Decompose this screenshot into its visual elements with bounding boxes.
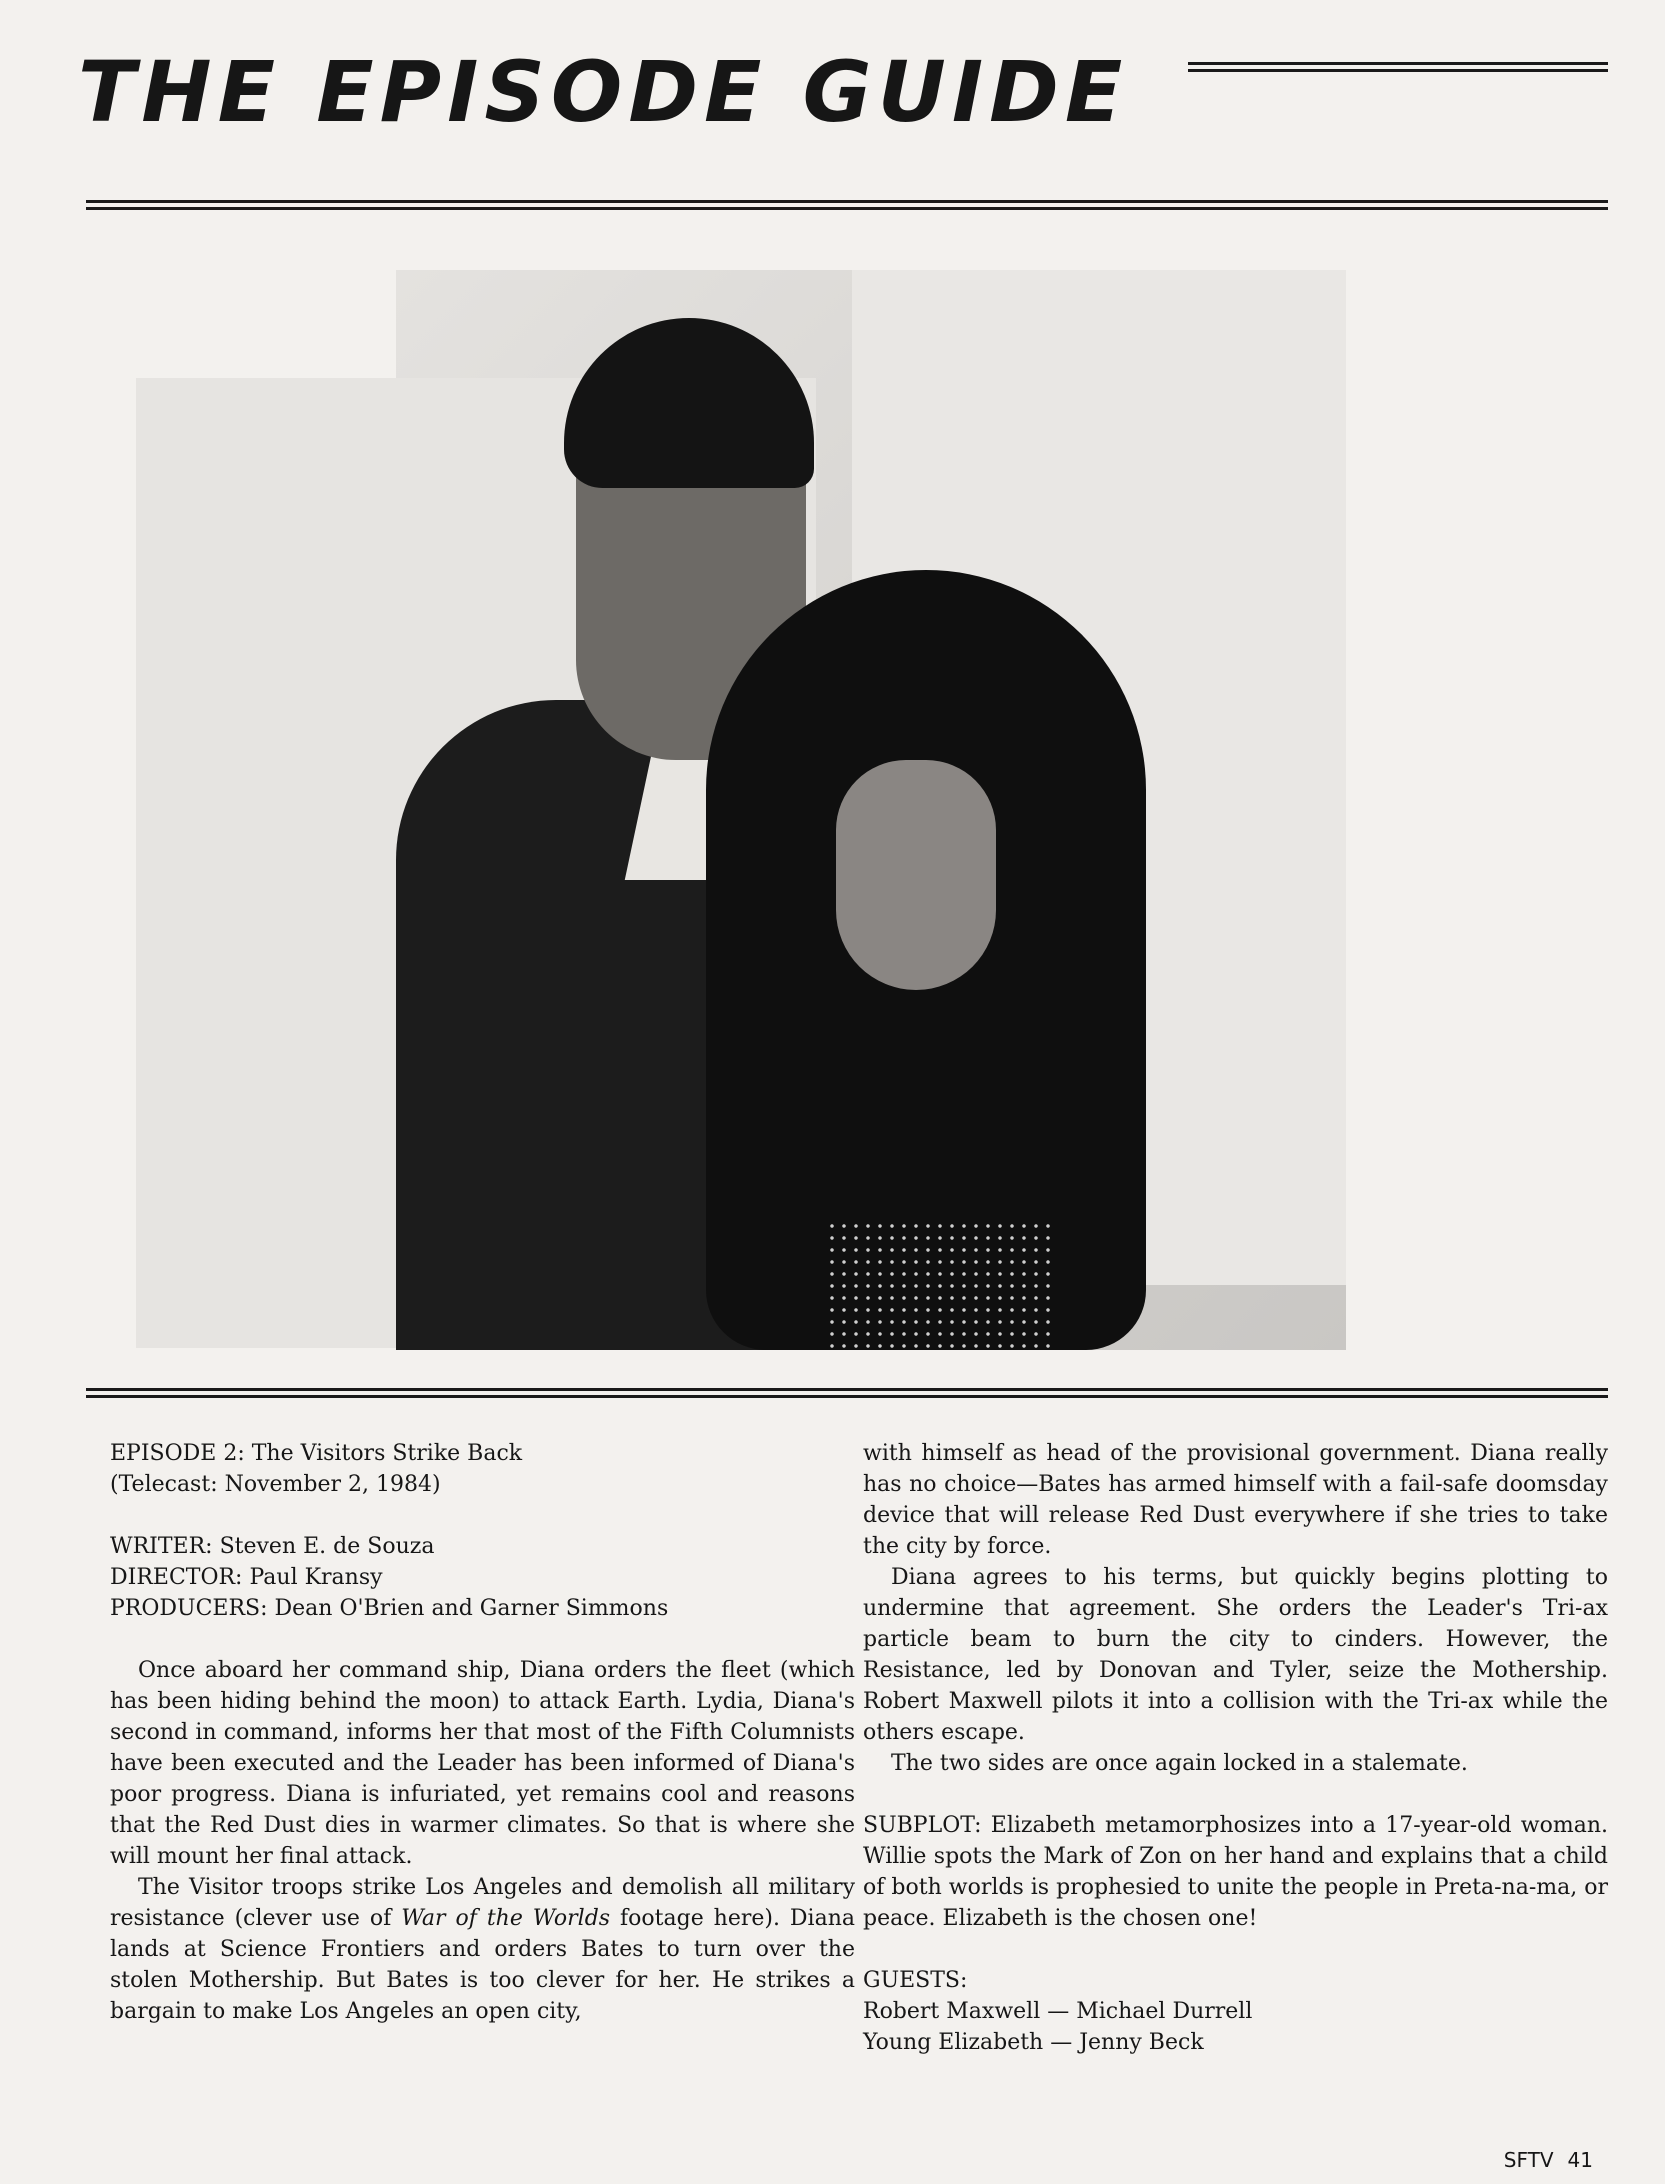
synopsis-paragraph-3: with himself as head of the provisional government. Diana really has no choice—Bates has armed himself with a fail-safe doomsday device that will release Red Dust everywhere if she tries to take the city by force.: [863, 1441, 1608, 1559]
subplot-paragraph: SUBPLOT: Elizabeth metamorphosizes into a 17-year-old woman. Willie spots the Mark of Zon on her hand and explains that a child of both worlds is prophesied to unite the people in Preta-na-ma, or peace. Elizabeth is the chosen one!: [863, 1813, 1608, 1931]
guests-label: GUESTS:: [863, 1968, 968, 1993]
director-credit: DIRECTOR: Paul Kransy: [110, 1565, 383, 1590]
header-rule: [86, 200, 1608, 210]
page-number: 41: [1567, 2148, 1593, 2172]
episode-photo: [396, 270, 1346, 1350]
man-hair: [564, 318, 814, 488]
title-rule-right: [1188, 62, 1608, 72]
guest-item: Young Elizabeth — Jenny Beck: [863, 2030, 1204, 2055]
episode-title: EPISODE 2: The Visitors Strike Back: [110, 1441, 523, 1466]
synopsis-paragraph-1: Once aboard her command ship, Diana orders the fleet (which has been hiding behind the moon) to attack Earth. Lydia, Diana's second in command, informs her that most of the Fifth Columnists have been executed and the Leader has been informed of Diana's poor progress. Diana is infuriated, yet remains cool and reasons that the Red Dust dies in warmer climates. So that is where she will mount her final attack.: [110, 1658, 855, 1869]
writer-credit: WRITER: Steven E. de Souza: [110, 1534, 435, 1559]
synopsis-paragraph-2: [110, 1872, 855, 2027]
left-column: [110, 1438, 855, 2027]
telecast-date: (Telecast: November 2, 1984): [110, 1472, 441, 1497]
synopsis-text: The Visitor troops strike Los Angeles and demolish all military resistance (clever use of: [110, 1875, 855, 1931]
film-title: War of the Worlds: [401, 1906, 611, 1931]
woman-dress: [826, 1220, 1056, 1350]
synopsis-paragraph-5: The two sides are once again locked in a stalemate.: [891, 1751, 1468, 1776]
synopsis-text-cont: footage here). Diana lands at Science Frontiers and orders Bates to turn over the stolen Mothership. But Bates is too clever for her. He strikes a bargain to make Los Angeles an open city,: [110, 1906, 855, 2024]
guest-item: Robert Maxwell — Michael Durrell: [863, 1999, 1253, 2024]
photo-bottom-rule: [86, 1388, 1608, 1398]
synopsis-paragraph-4: Diana agrees to his terms, but quickly begins plotting to undermine that agreement. She orders the Leader's Tri-ax particle beam to burn the city to cinders. However, the Resistance, led by Donovan and Tyler, seize the Mothership. Robert Maxwell pilots it into a collision with the Tri-ax while the others escape.: [863, 1565, 1608, 1745]
page-title: THE EPISODE GUIDE: [78, 43, 1129, 141]
producers-credit: PRODUCERS: Dean O'Brien and Garner Simmons: [110, 1596, 669, 1621]
magazine-name: SFTV: [1503, 2148, 1554, 2172]
woman-face: [836, 760, 996, 990]
page-footer: [1490, 2148, 1593, 2172]
right-column: [863, 1438, 1608, 2058]
